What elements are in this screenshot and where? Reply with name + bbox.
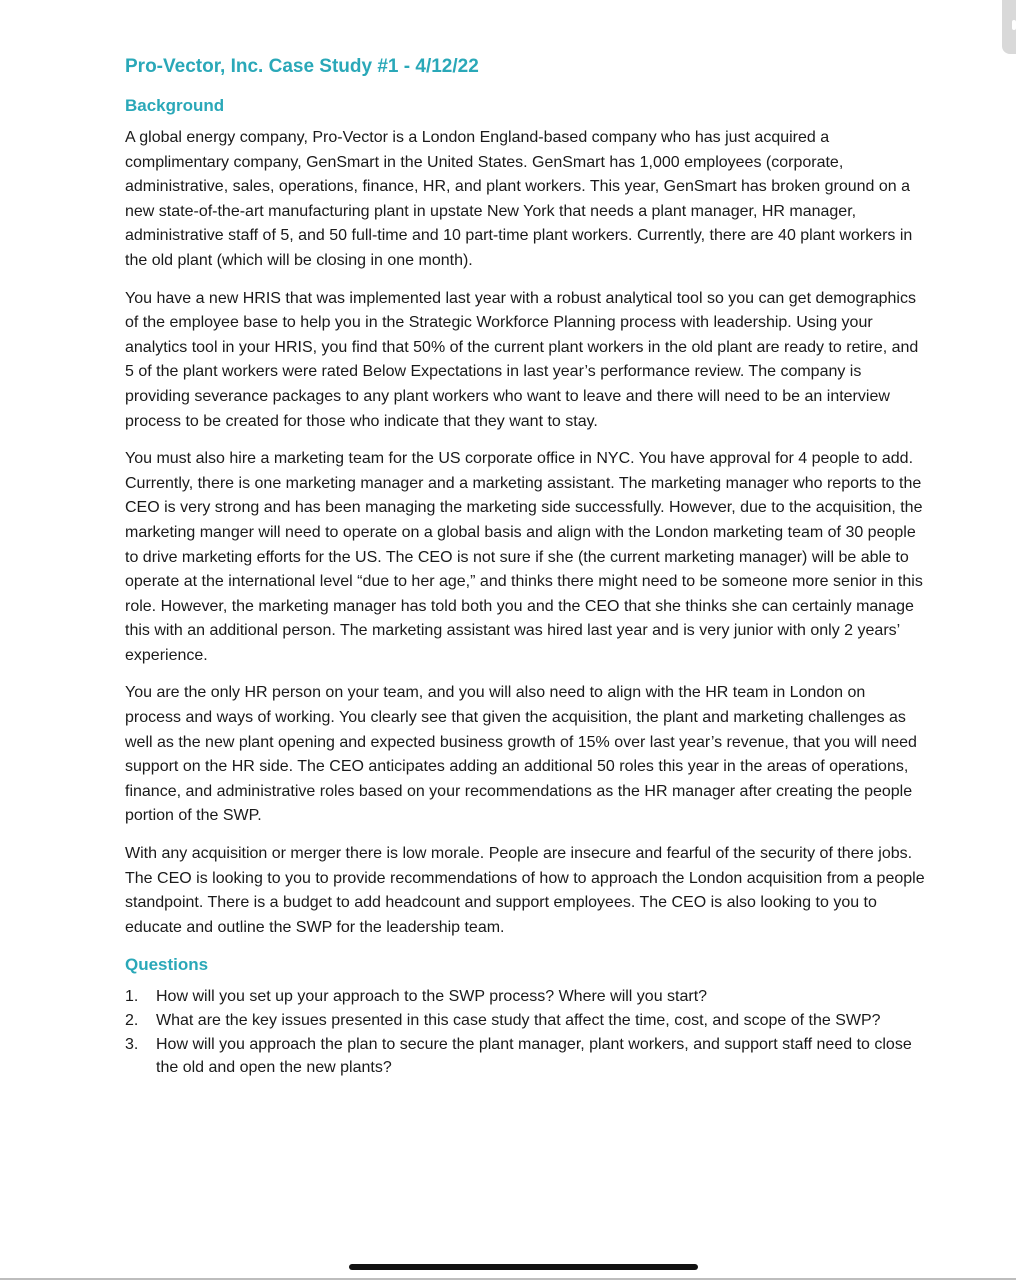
question-number: 1. — [125, 988, 139, 1006]
document-page — [125, 54, 925, 1080]
paragraph-company-overview: A global energy company, Pro-Vector is a London England-based company who has just acquired a complimentary company, GenSmart in the United States. GenSmart has 1,000 employees (corporate, administrative, sales, operations, finance, HR, and plant workers. This year, GenSmart has broken ground on a new state-of-the-art manufacturing plant in upstate New York that needs a plant manager, HR manager, administrative staff of 5, and 50 full-time and 10 part-time plant workers. Currently, there are 40 plant workers in the old plant (which will be closing in one month). — [125, 129, 913, 269]
question-item — [125, 985, 925, 1008]
question-number: 3. — [125, 1036, 139, 1054]
questions-heading: Questions — [125, 955, 209, 975]
question-text: What are the key issues presented in this case study that affect the time, cost, and scope of the SWP? — [156, 1012, 881, 1030]
paragraph-hris-analytics: You have a new HRIS that was implemented last year with a robust analytical tool so you can get demographics of the employee base to help you in the Strategic Workforce Planning process with leadership. Using your analytics tool in your HRIS, you find that 50% of the current plant workers in the old plant are ready to retire, and 5 of the plant workers were rated Below Expectations in last year’s performance review. The company is providing severance packages to any plant workers who want to leave and there will need to be an interview process to be created for those who indicate that they want to stay. — [125, 289, 919, 430]
paragraph-morale: With any acquisition or merger there is low morale. People are insecure and fearful of the security of there jobs. The CEO is looking to you to provide recommendations of how to approach the London acquisition from a people standpoint. There is a budget to add headcount and support employees. The CEO is also looking to you to educate and outline the SWP for the leadership team. — [125, 845, 925, 936]
scroll-grip-icon — [1012, 20, 1016, 30]
side-scroll-tab[interactable] — [1002, 0, 1016, 54]
paragraph-marketing-team: You must also hire a marketing team for the US corporate office in NYC. You have approval for 4 people to add. Currently, there is one marketing manager and a marketing assistant. The marketing manager who reports to the CEO is very strong and has been managing the marketing side successfully. However, due to the acquisition, the marketing manger will need to operate on a global basis and align with the London marketing team of 30 people to drive marketing efforts for the US. The CEO is not sure if she (the current marketing manager) will be able to operate at the international level “due to her age,” and thinks there might need to be someone more senior in this role. However, the marketing manager has told both you and the CEO that she thinks she can certainly manage this with an additional person. The marketing assistant was hired last year and is very junior with only 2 years’ experience. — [125, 450, 923, 664]
document-title: Pro-Vector, Inc. Case Study #1 - 4/12/22 — [125, 56, 479, 77]
question-item — [125, 1009, 925, 1032]
questions-list — [125, 985, 925, 1079]
question-item — [125, 1033, 925, 1079]
paragraph-hr-support: You are the only HR person on your team, and you will also need to align with the HR team in London on process and ways of working. You clearly see that given the acquisition, the plant and marketing challenges as well as the new plant opening and expected business growth of 15% over last year’s revenue, that you will need support on the HR side. The CEO anticipates adding an additional 50 roles this year in the areas of operations, finance, and administrative roles based on your recommendations as the HR manager after creating the people portion of the SWP. — [125, 684, 917, 825]
background-heading: Background — [125, 96, 225, 115]
question-text: How will you set up your approach to the SWP process? Where will you start? — [156, 988, 708, 1006]
home-indicator-bar[interactable] — [349, 1264, 698, 1270]
question-text: How will you approach the plan to secure the plant manager, plant workers, and support staff need to close the old and open the new plants? — [156, 1036, 912, 1077]
question-number: 2. — [125, 1012, 139, 1030]
